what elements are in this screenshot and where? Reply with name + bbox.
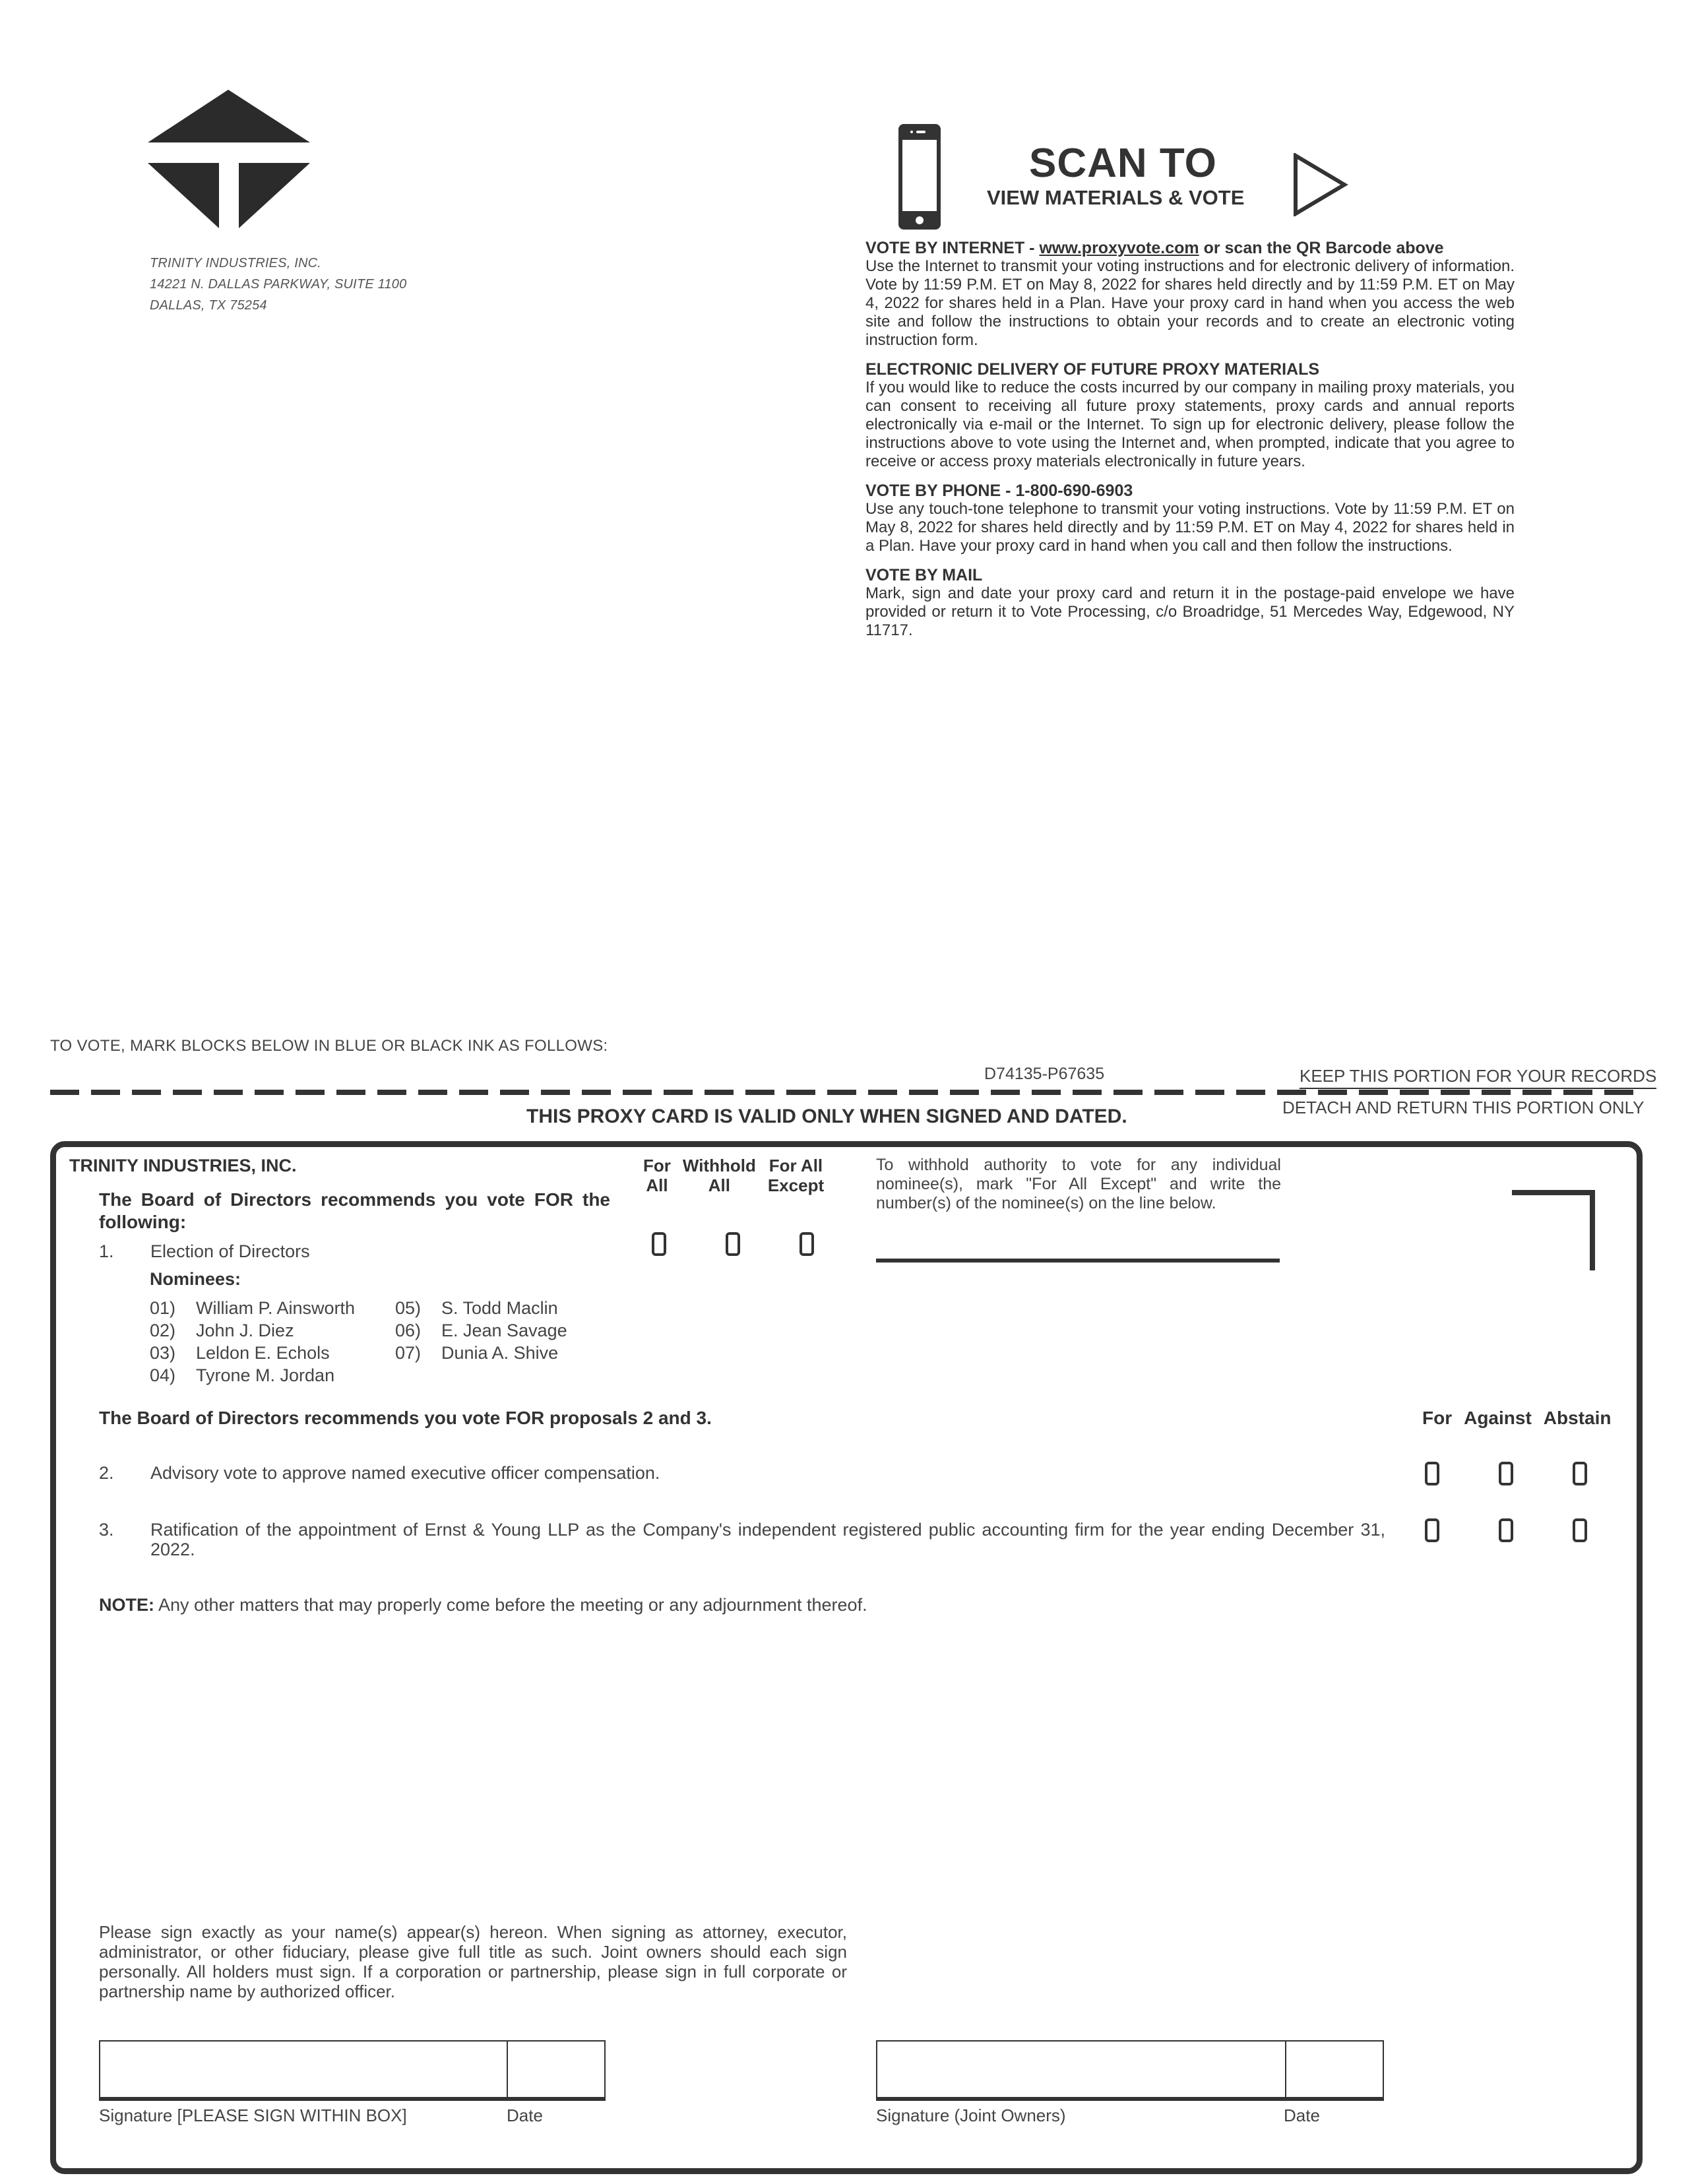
return-address-line: TRINITY INDUSTRIES, INC. bbox=[150, 256, 322, 270]
vote-by-mail-heading: VOTE BY MAIL bbox=[865, 566, 983, 584]
proposal-number: 3. bbox=[99, 1520, 114, 1540]
mark-instructions: TO VOTE, MARK BLOCKS BELOW IN BLUE OR BLACK INK AS FOLLOWS: bbox=[50, 1037, 608, 1055]
vote-by-internet-body: Use the Internet to transmit your voting instructions and for electronic delivery of information. Vote by 11:59 P.M. ET on May 8, 2022 for shares held directly and by 11:59 P.M. ET on May 4, 2022 for shares held in a Plan. Have your proxy card in hand when you access the web site and follow the instructions to obtain your records and to create an electronic voting instruction form. bbox=[865, 257, 1515, 349]
joint-date-label: Date bbox=[1284, 2106, 1320, 2125]
nominee-item bbox=[395, 1342, 572, 1364]
vote-by-phone-heading: VOTE BY PHONE - 1-800-690-6903 bbox=[865, 482, 1133, 500]
card-company-name: TRINITY INDUSTRIES, INC. bbox=[69, 1156, 297, 1175]
election-column-headers bbox=[643, 1156, 824, 1195]
scan-title: SCAN TO bbox=[1029, 140, 1217, 186]
checkbox-for-all-except[interactable] bbox=[800, 1232, 814, 1256]
col-for-all: For All bbox=[643, 1156, 671, 1195]
electronic-delivery-section bbox=[865, 360, 1515, 471]
note-text: Any other matters that may properly come before the meeting or any adjournment thereof. bbox=[154, 1595, 867, 1615]
proposal-label: Election of Directors bbox=[150, 1241, 310, 1261]
nominee-code: 03) bbox=[150, 1343, 176, 1363]
signature-label: Signature [PLEASE SIGN WITHIN BOX] bbox=[99, 2106, 407, 2125]
joint-signature-field[interactable] bbox=[877, 2042, 1286, 2097]
proxy-card bbox=[50, 1141, 1643, 2174]
vote-by-phone-body: Use any touch-tone telephone to transmit your voting instructions. Vote by 11:59 P.M. ET on May 8, 2022 for shares held directly and by 11:59 P.M. ET on May 4, 2022 for shares held in a Plan. Have your proxy card in hand when you call and then follow the instructions. bbox=[865, 500, 1515, 555]
board-recommendation-1: The Board of Directors recommends you vote FOR the following: bbox=[99, 1189, 610, 1232]
vote-by-internet-heading bbox=[865, 239, 1515, 257]
nominee-name: John J. Diez bbox=[196, 1321, 294, 1340]
proposal-number: 1. bbox=[99, 1241, 114, 1261]
col-for-all-except: For All Except bbox=[767, 1156, 825, 1195]
proposal-column-headers bbox=[1422, 1408, 1611, 1429]
vote-by-mail-body: Mark, sign and date your proxy card and return it in the postage-paid envelope we have provided or return it to Vote Processing, c/o Broadridge, 51 Mercedes Way, Edgewood, NY 11717. bbox=[865, 584, 1515, 639]
control-number: D74135-P67635 bbox=[984, 1065, 1105, 1083]
keep-portion-label: KEEP THIS PORTION FOR YOUR RECORDS bbox=[1300, 1066, 1656, 1089]
nominee-name: S. Todd Maclin bbox=[441, 1298, 558, 1318]
nominee-code: 05) bbox=[395, 1298, 422, 1318]
date-label: Date bbox=[507, 2106, 543, 2125]
valid-notice: THIS PROXY CARD IS VALID ONLY WHEN SIGNED AND DATED. bbox=[526, 1106, 1127, 1127]
proposal-text: Advisory vote to approve named executive officer compensation. bbox=[150, 1463, 660, 1483]
perforation-line bbox=[50, 1090, 1643, 1095]
note bbox=[99, 1595, 867, 1615]
nominees-label: Nominees: bbox=[150, 1269, 241, 1289]
proposal-1 bbox=[99, 1241, 310, 1262]
checkbox-p3-abstain[interactable] bbox=[1573, 1518, 1587, 1542]
board-recommendation-2: The Board of Directors recommends you vote FOR proposals 2 and 3. bbox=[99, 1408, 712, 1428]
vote-by-internet-section bbox=[865, 239, 1515, 350]
nominee-code: 01) bbox=[150, 1298, 176, 1318]
signature-box bbox=[99, 2040, 606, 2101]
nominee-item bbox=[150, 1364, 395, 1387]
nominee-name: William P. Ainsworth bbox=[196, 1298, 356, 1318]
checkbox-p3-for[interactable] bbox=[1425, 1518, 1439, 1542]
col-abstain: Abstain bbox=[1543, 1408, 1612, 1428]
proposal-3 bbox=[99, 1520, 1385, 1559]
nominee-name: Dunia A. Shive bbox=[441, 1343, 559, 1363]
internet-heading-suffix: or scan the QR Barcode above bbox=[1199, 239, 1444, 257]
signature-field[interactable] bbox=[100, 2042, 508, 2097]
smartphone-icon bbox=[898, 124, 941, 230]
nominee-item bbox=[395, 1319, 572, 1342]
scan-registration-mark bbox=[1512, 1190, 1595, 1270]
internet-heading-prefix: VOTE BY INTERNET - bbox=[865, 239, 1040, 257]
nominee-item bbox=[395, 1297, 572, 1319]
note-label: NOTE: bbox=[99, 1595, 154, 1615]
signing-instructions: Please sign exactly as your name(s) appear(s) hereon. When signing as attorney, executor, administrator, or other fiduciary, please give full title as such. Joint owners should each sign personally. All holders must sign. If a corporation or partnership, please sign in full corporate or partnership name by authorized officer. bbox=[99, 1922, 847, 2001]
checkbox-withhold-all[interactable] bbox=[726, 1232, 740, 1256]
return-address-line: 14221 N. DALLAS PARKWAY, SUITE 1100 bbox=[150, 277, 407, 292]
proposal-text: Ratification of the appointment of Ernst & Young LLP as the Company's independent registered public accounting firm for the year ending December 31, 2022. bbox=[150, 1520, 1385, 1559]
nominee-item bbox=[150, 1297, 395, 1319]
checkbox-p2-against[interactable] bbox=[1499, 1462, 1513, 1485]
nominee-code: 04) bbox=[150, 1365, 176, 1385]
electronic-delivery-heading: ELECTRONIC DELIVERY OF FUTURE PROXY MATERIALS bbox=[865, 360, 1320, 379]
play-triangle-icon bbox=[1293, 153, 1348, 216]
checkbox-p3-against[interactable] bbox=[1499, 1518, 1513, 1542]
nominee-name: Tyrone M. Jordan bbox=[196, 1365, 335, 1385]
nominee-code: 02) bbox=[150, 1321, 176, 1340]
joint-signature-box bbox=[876, 2040, 1384, 2101]
proxyvote-link[interactable]: www.proxyvote.com bbox=[1039, 239, 1199, 257]
joint-date-field[interactable] bbox=[1286, 2042, 1383, 2097]
voting-instructions bbox=[865, 239, 1515, 650]
nominee-code: 07) bbox=[395, 1343, 422, 1363]
detach-portion-label: DETACH AND RETURN THIS PORTION ONLY bbox=[1282, 1098, 1645, 1117]
col-against: Against bbox=[1464, 1408, 1532, 1428]
proposal-2 bbox=[99, 1463, 1385, 1483]
return-address bbox=[150, 253, 406, 316]
withhold-instructions: To withhold authority to vote for any individual nominee(s), mark "For All Except" and write the number(s) of the nominee(s) on the line below. bbox=[876, 1156, 1281, 1212]
scan-subtitle: VIEW MATERIALS & VOTE bbox=[987, 186, 1245, 209]
proposal-3-vote-boxes bbox=[1425, 1518, 1587, 1542]
col-for: For bbox=[1422, 1408, 1453, 1428]
checkbox-p2-abstain[interactable] bbox=[1573, 1462, 1587, 1485]
vote-by-phone-section bbox=[865, 482, 1515, 555]
trinity-logo-icon bbox=[148, 90, 311, 228]
vote-by-mail-section bbox=[865, 566, 1515, 640]
nominee-item bbox=[150, 1342, 395, 1364]
nominee-name: Leldon E. Echols bbox=[196, 1343, 330, 1363]
checkbox-for-all[interactable] bbox=[652, 1232, 666, 1256]
except-nominee-write-line[interactable] bbox=[876, 1259, 1280, 1263]
proposal-2-vote-boxes bbox=[1425, 1462, 1587, 1485]
col-withhold-all: Withhold All bbox=[682, 1156, 756, 1195]
nominee-list bbox=[150, 1297, 572, 1387]
election-vote-boxes bbox=[652, 1232, 814, 1256]
proposal-number: 2. bbox=[99, 1463, 114, 1483]
nominee-item bbox=[150, 1319, 395, 1342]
nominee-code: 06) bbox=[395, 1321, 422, 1340]
date-field[interactable] bbox=[508, 2042, 604, 2097]
nominee-name: E. Jean Savage bbox=[441, 1321, 567, 1340]
joint-signature-label: Signature (Joint Owners) bbox=[876, 2106, 1066, 2125]
return-address-line: DALLAS, TX 75254 bbox=[150, 298, 267, 313]
checkbox-p2-for[interactable] bbox=[1425, 1462, 1439, 1485]
electronic-delivery-body: If you would like to reduce the costs incurred by our company in mailing proxy materials, you can consent to receiving all future proxy statements, proxy cards and annual reports electronically via e-mail or the Internet. To sign up for electronic delivery, please follow the instructions above to vote using the Internet and, when prompted, indicate that you agree to receive or access proxy materials electronically in future years. bbox=[865, 379, 1515, 470]
